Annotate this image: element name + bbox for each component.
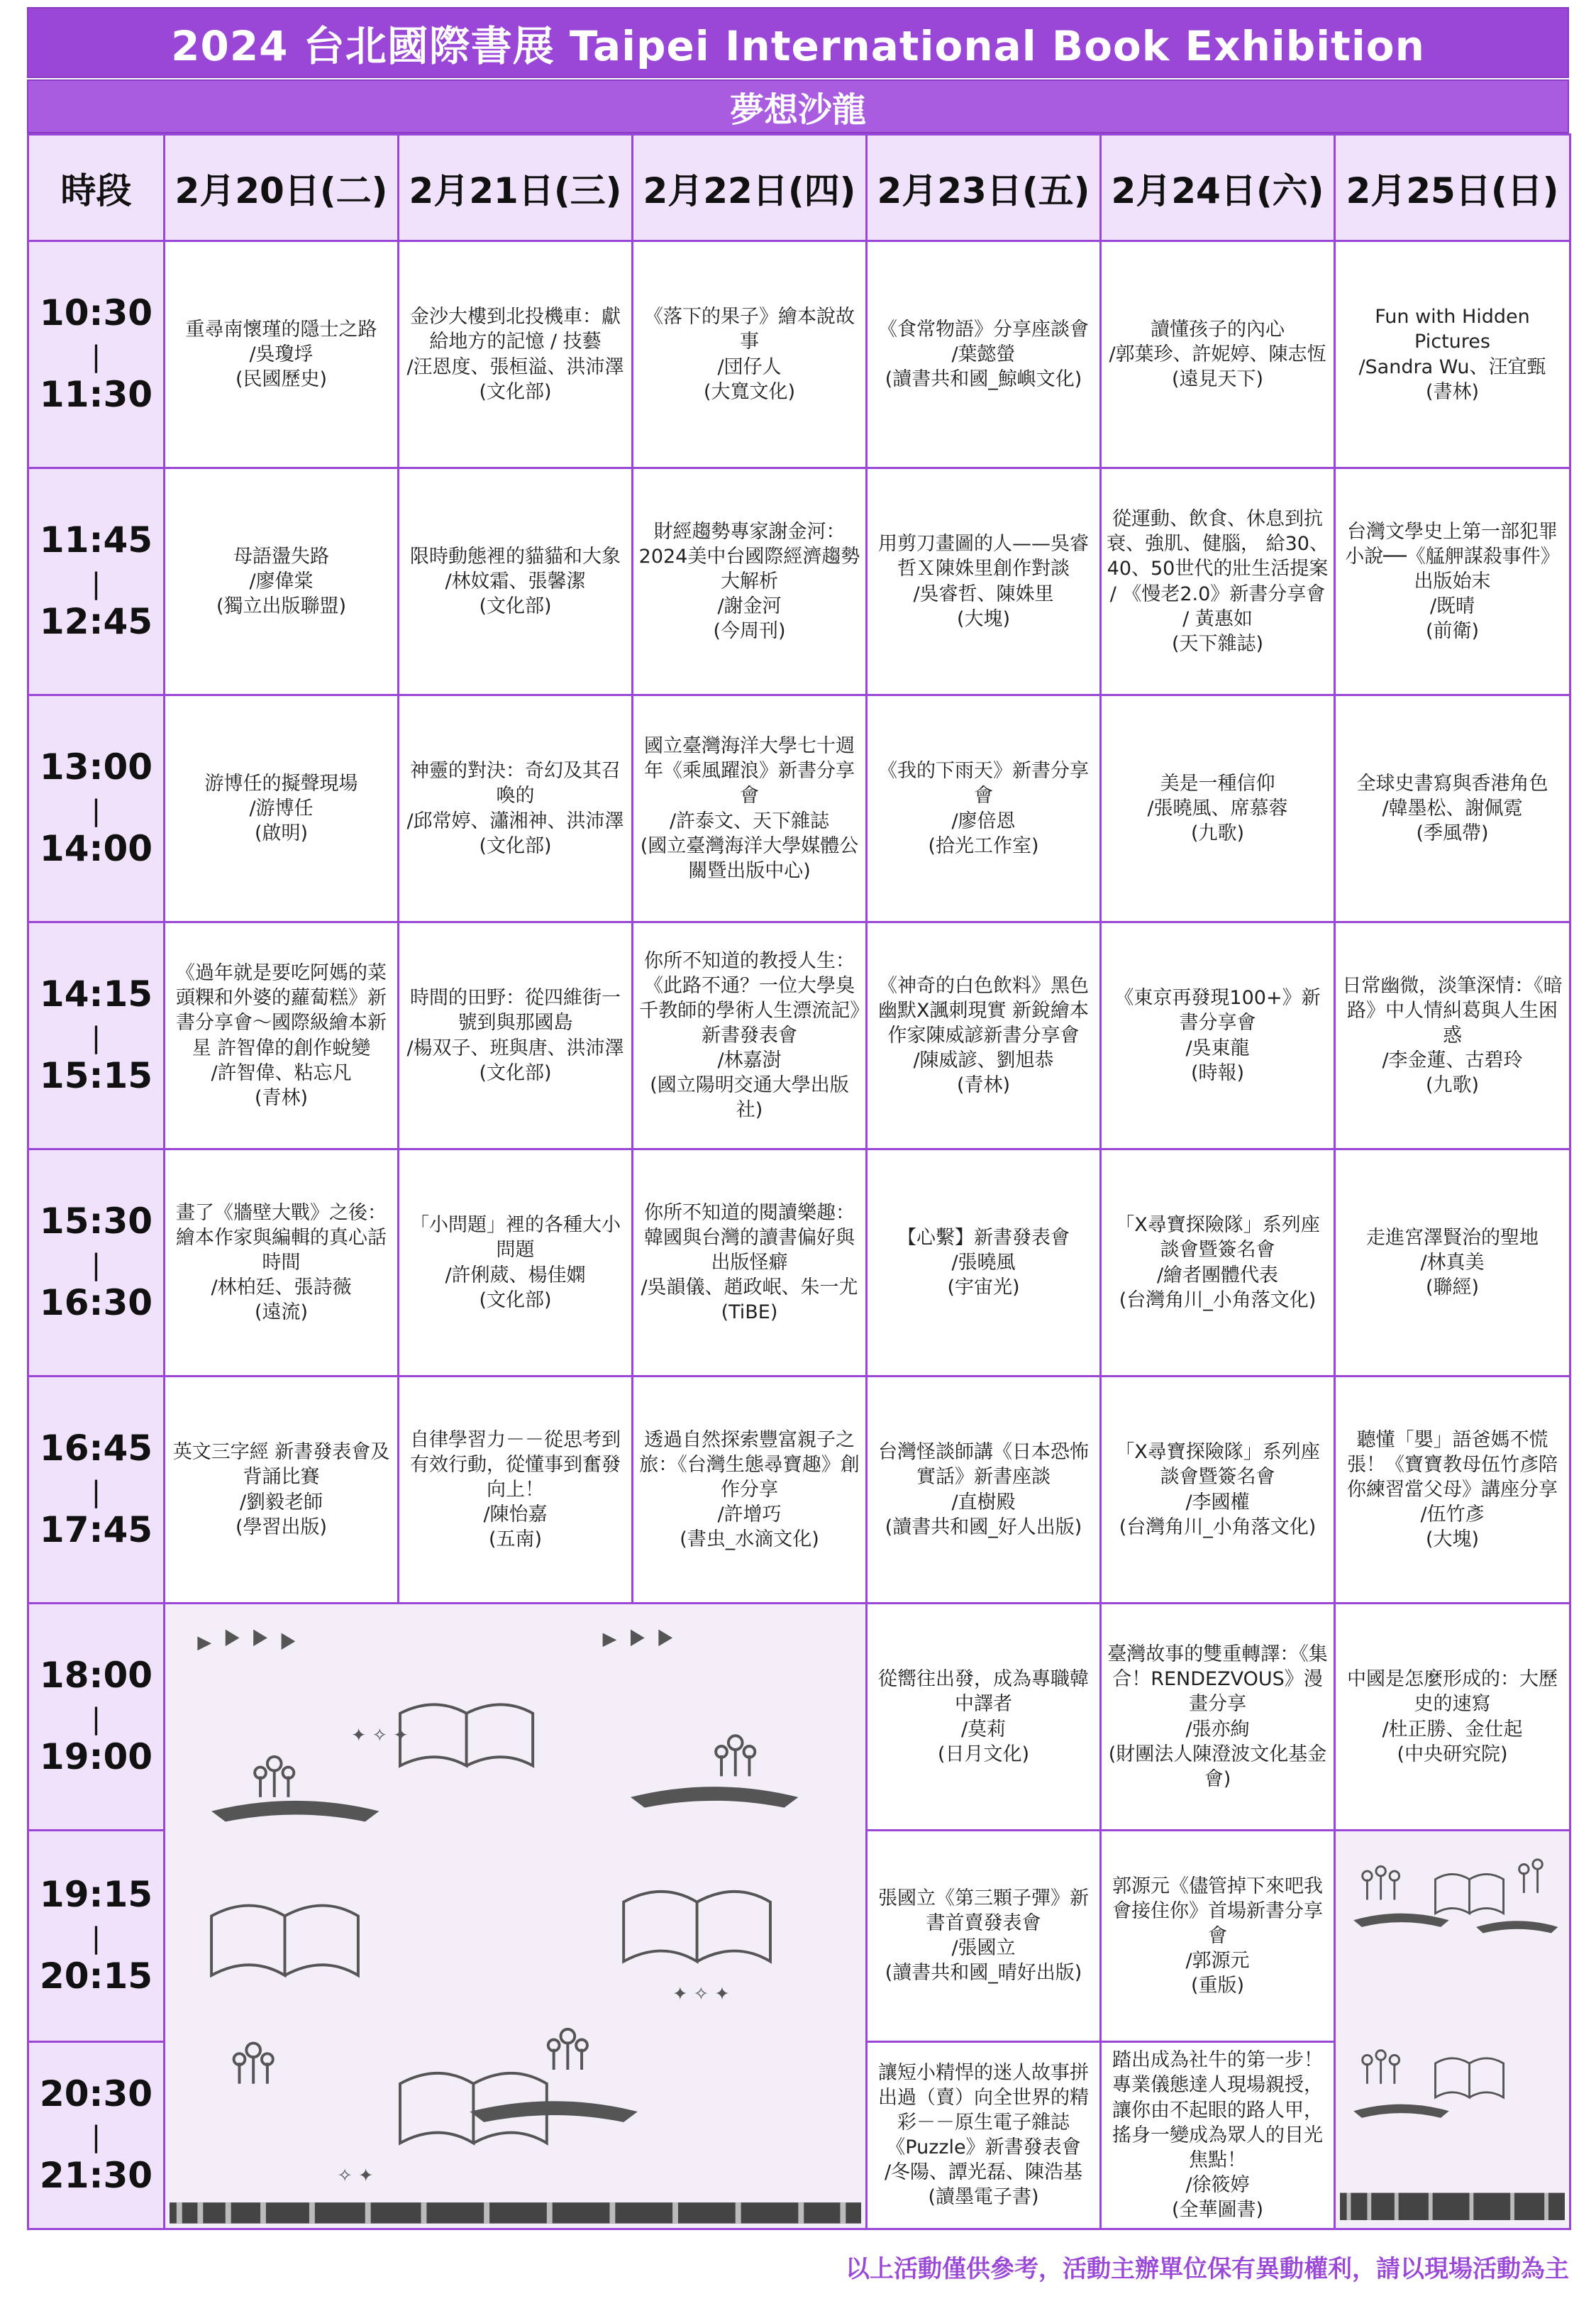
event-title: 「X尋寶探險隊」系列座談會暨簽名會 bbox=[1115, 1214, 1320, 1262]
event-title: 畫了《牆壁大戰》之後：繪本作家與編輯的真心話時間 bbox=[176, 1201, 387, 1274]
day-header: 2月22日(四) bbox=[633, 135, 867, 241]
time-slot bbox=[28, 1149, 165, 1377]
event-cell bbox=[1101, 1149, 1335, 1377]
event-speakers: /許泰文、天下雜誌 bbox=[669, 810, 830, 832]
event-title: 重尋南懷瑾的隱士之路 bbox=[185, 318, 377, 341]
event-cell bbox=[165, 468, 399, 695]
day-header: 2月20日(二) bbox=[165, 135, 399, 241]
event-title: 郭源元《儘管掉下來吧我會接住你》首場新書分享會 bbox=[1112, 1875, 1323, 1947]
event-speakers: /Sandra Wu、汪宜甄 bbox=[1358, 355, 1546, 378]
event-cell bbox=[867, 241, 1101, 468]
event-publisher: (九歌) bbox=[1425, 1074, 1480, 1097]
event-publisher: (財團法人陳澄波文化基金會) bbox=[1108, 1743, 1327, 1790]
event-cell bbox=[165, 1149, 399, 1377]
event-title: 游博任的擬聲現場 bbox=[204, 772, 358, 795]
event-cell bbox=[867, 695, 1101, 922]
time-separator: | bbox=[91, 1921, 101, 1955]
event-title: 《東京再發現100+》新書分享會 bbox=[1114, 987, 1321, 1035]
event-title: 讓短小精悍的迷人故事拼出過（賣）向全世界的精彩－－原生電子雜誌《Puzzle》新書發表會 bbox=[878, 2061, 1089, 2159]
event-publisher: (文化部) bbox=[479, 1289, 552, 1311]
event-title: 母語盪失路 bbox=[233, 545, 329, 568]
event-cell bbox=[399, 241, 633, 468]
event-title: 財經趨勢專家謝金河：2024美中台國際經濟趨勢大解析 bbox=[638, 520, 860, 592]
event-title: 時間的田野：從四維街一號到與那國島 bbox=[410, 987, 621, 1035]
time-header: 時段 bbox=[28, 135, 165, 241]
table-row bbox=[28, 1604, 1570, 1831]
book-decoration-panel bbox=[1335, 1831, 1570, 2229]
event-speakers: /張曉風、席慕蓉 bbox=[1147, 797, 1288, 820]
time-slot bbox=[28, 695, 165, 922]
event-publisher: (青林) bbox=[956, 1074, 1011, 1097]
event-cell bbox=[1101, 695, 1335, 922]
event-title: 臺灣故事的雙重轉譯：《集合！RENDEZVOUS》漫畫分享 bbox=[1107, 1643, 1328, 1716]
event-cell bbox=[867, 1149, 1101, 1377]
event-publisher: (文化部) bbox=[479, 834, 552, 857]
event-cell bbox=[867, 468, 1101, 695]
event-cell bbox=[399, 1149, 633, 1377]
event-cell bbox=[633, 695, 867, 922]
day-header: 2月23日(五) bbox=[867, 135, 1101, 241]
event-speakers: /団仔人 bbox=[717, 355, 782, 378]
table-row bbox=[28, 1377, 1570, 1604]
event-title: 《我的下雨天》新書分享會 bbox=[878, 760, 1089, 807]
event-speakers: /汪恩度、張桓溢、洪沛澤 bbox=[406, 355, 624, 378]
event-speakers: /許智偉、粘忘凡 bbox=[211, 1061, 352, 1084]
event-speakers: /徐筱婷 bbox=[1185, 2173, 1250, 2196]
event-publisher: (重版) bbox=[1190, 1974, 1245, 1997]
header-row bbox=[28, 135, 1570, 241]
time-separator: | bbox=[91, 1021, 101, 1054]
event-cell bbox=[633, 1149, 867, 1377]
event-publisher: (青林) bbox=[254, 1086, 309, 1109]
event-speakers: /莫莉 bbox=[960, 1718, 1007, 1740]
event-publisher: (讀書共和國_好人出版) bbox=[885, 1516, 1082, 1538]
event-publisher: (大塊) bbox=[956, 607, 1011, 630]
event-publisher: (時報) bbox=[1190, 1061, 1245, 1084]
event-title: 美是一種信仰 bbox=[1160, 772, 1275, 795]
event-cell bbox=[1101, 468, 1335, 695]
event-speakers: /郭葉珍、許妮婷、陳志恆 bbox=[1109, 343, 1326, 365]
event-speakers: /廖倍恩 bbox=[951, 810, 1016, 832]
event-title: 走進宮澤賢治的聖地 bbox=[1366, 1226, 1539, 1249]
event-speakers: /林嘉澍 bbox=[717, 1049, 782, 1072]
event-speakers: /韓墨松、謝佩霓 bbox=[1382, 797, 1523, 820]
event-speakers: /張曉風 bbox=[951, 1251, 1016, 1274]
event-title: 日常幽微，淡筆深情：《暗路》中人情糾葛與人生困惑 bbox=[1342, 974, 1563, 1047]
event-cell bbox=[1335, 1149, 1570, 1377]
svg-text:✦ ✧ ✦: ✦ ✧ ✦ bbox=[672, 1983, 730, 2005]
event-title: 自律學習力－－從思考到有效行動，從懂事到奮發向上！ bbox=[410, 1428, 621, 1501]
event-speakers: /楊双子、班與唐、洪沛澤 bbox=[406, 1037, 624, 1059]
event-speakers: / 黃惠如 bbox=[1182, 607, 1253, 630]
day-header: 2月25日(日) bbox=[1335, 135, 1570, 241]
event-speakers: /杜正勝、金仕起 bbox=[1382, 1718, 1523, 1740]
event-cell bbox=[165, 1377, 399, 1604]
event-speakers: /游博任 bbox=[249, 797, 314, 820]
time-slot bbox=[28, 1377, 165, 1604]
event-publisher: (書虫_水滴文化) bbox=[680, 1528, 819, 1551]
event-cell bbox=[1101, 1604, 1335, 1831]
event-speakers: /冬陽、譚光磊、陳浩基 bbox=[884, 2161, 1083, 2184]
time-separator: | bbox=[91, 2121, 101, 2154]
event-title: 踏出成為社牛的第一步！專業儀態達人現場親授，讓你由不起眼的路人甲，搖身一變成為眾人的目光焦點！ bbox=[1112, 2049, 1323, 2171]
event-publisher: (天下雜誌) bbox=[1171, 632, 1264, 655]
event-publisher: (今周刊) bbox=[713, 620, 786, 643]
time-end: 12:45 bbox=[39, 601, 153, 643]
event-publisher: (民國歷史) bbox=[235, 368, 328, 391]
event-title: 張國立《第三顆子彈》新書首賣發表會 bbox=[878, 1887, 1089, 1935]
event-speakers: /吳瓊垺 bbox=[249, 343, 314, 365]
venue-subtitle: 夢想沙龍 bbox=[27, 79, 1569, 133]
event-speakers: /張國立 bbox=[951, 1937, 1016, 1960]
time-start: 19:15 bbox=[39, 1874, 153, 1916]
event-speakers: /吳韻儀、趙政岷、朱一尤 bbox=[641, 1276, 858, 1299]
time-slot bbox=[28, 1831, 165, 2042]
svg-text:✧ ✦: ✧ ✦ bbox=[337, 2165, 374, 2187]
event-speakers: /林柏廷、張詩薇 bbox=[211, 1276, 352, 1299]
time-end: 14:00 bbox=[39, 828, 153, 870]
event-cell bbox=[867, 1604, 1101, 1831]
time-slot bbox=[28, 2041, 165, 2229]
time-separator: | bbox=[91, 1475, 101, 1508]
event-publisher: (國立臺灣海洋大學媒體公關暨出版中心) bbox=[640, 834, 859, 882]
event-speakers: /李國權 bbox=[1185, 1491, 1250, 1513]
event-cell bbox=[867, 2041, 1101, 2229]
event-title: 神靈的對決：奇幻及其召喚的 bbox=[410, 760, 621, 807]
event-speakers: /林真美 bbox=[1420, 1251, 1485, 1274]
event-speakers: /直樹殿 bbox=[951, 1491, 1016, 1513]
event-speakers: /邱常婷、瀟湘神、洪沛澤 bbox=[406, 810, 624, 832]
time-separator: | bbox=[91, 567, 101, 600]
event-speakers: /既晴 bbox=[1429, 595, 1475, 618]
event-speakers: /吳東龍 bbox=[1185, 1037, 1250, 1059]
time-slot bbox=[28, 468, 165, 695]
event-title: 透過自然探索豐富親子之旅：《台灣生態尋寶趣》創作分享 bbox=[639, 1428, 860, 1501]
event-speakers: /陳威諺、劉旭恭 bbox=[913, 1049, 1054, 1072]
event-publisher: (九歌) bbox=[1190, 822, 1245, 845]
event-speakers: /郭源元 bbox=[1185, 1949, 1250, 1972]
event-publisher: (國立陽明交通大學出版社) bbox=[650, 1074, 849, 1122]
event-title: 你所不知道的教授人生：《此路不通？一位大學臭千教師的學術人生漂流記》新書發表會 bbox=[639, 949, 860, 1047]
event-cell bbox=[1335, 922, 1570, 1149]
event-title: 全球史書寫與香港角色 bbox=[1356, 772, 1548, 795]
event-cell bbox=[1101, 1831, 1335, 2042]
event-title: 從運動、飲食、休息到抗衰、強肌、健腦， 給30、40、50世代的壯生活提案 / 《慢老2.0》新書分享會 bbox=[1107, 508, 1329, 605]
disclaimer-footer: 以上活動僅供參考，活動主辦單位保有異動權利，請以現場活動為主 bbox=[846, 2255, 1569, 2283]
event-speakers: /張亦絢 bbox=[1185, 1718, 1250, 1740]
event-speakers: /劉毅老師 bbox=[239, 1491, 323, 1513]
event-speakers: /葉懿螢 bbox=[951, 343, 1016, 365]
event-cell bbox=[165, 695, 399, 922]
event-speakers: /謝金河 bbox=[717, 595, 782, 618]
time-end: 21:30 bbox=[39, 2154, 153, 2196]
time-start: 11:45 bbox=[39, 519, 153, 561]
open-book-illustration-icon bbox=[170, 1609, 861, 2224]
event-cell bbox=[1335, 695, 1570, 922]
event-publisher: (大寬文化) bbox=[703, 380, 796, 403]
event-cell bbox=[1335, 1377, 1570, 1604]
event-title: 《神奇的白色飲料》黑色幽默X諷刺現實 新銳繪本作家陳威諺新書分享會 bbox=[877, 974, 1090, 1047]
event-cell bbox=[399, 922, 633, 1149]
table-row bbox=[28, 468, 1570, 695]
table-row bbox=[28, 241, 1570, 468]
time-slot bbox=[28, 1604, 165, 1831]
event-title: 《食常物語》分享座談會 bbox=[878, 318, 1089, 341]
event-cell bbox=[1335, 468, 1570, 695]
event-speakers: /陳怡嘉 bbox=[483, 1504, 548, 1526]
event-publisher: (獨立出版聯盟) bbox=[216, 595, 347, 618]
event-title: 讀懂孩子的內心 bbox=[1151, 318, 1285, 341]
event-publisher: (台灣角川_小角落文化) bbox=[1119, 1516, 1317, 1538]
event-publisher: (讀書共和國_鯨嶼文化) bbox=[885, 368, 1082, 391]
event-publisher: (宇宙光) bbox=[947, 1276, 1020, 1299]
event-title: 中國是怎麼形成的：大歷史的速寫 bbox=[1347, 1668, 1558, 1716]
event-cell bbox=[1101, 2041, 1335, 2229]
page-title: 2024 台北國際書展 Taipei International Book Exhibition bbox=[27, 7, 1569, 78]
event-publisher: (季風帶) bbox=[1416, 822, 1489, 845]
schedule-table bbox=[27, 133, 1571, 2230]
event-publisher: (拾光工作室) bbox=[928, 834, 1039, 857]
event-speakers: /許增巧 bbox=[717, 1504, 782, 1526]
event-cell bbox=[633, 1377, 867, 1604]
time-start: 18:00 bbox=[39, 1655, 153, 1697]
event-title: 「小問題」裡的各種大小問題 bbox=[410, 1214, 621, 1262]
event-title: 台灣文學史上第一部犯罪小說──《艋舺謀殺事件》出版始末 bbox=[1345, 520, 1560, 592]
time-start: 20:30 bbox=[39, 2073, 153, 2114]
book-decoration-panel bbox=[165, 1604, 867, 2229]
table-row bbox=[28, 695, 1570, 922]
event-cell bbox=[867, 1377, 1101, 1604]
table-row bbox=[28, 922, 1570, 1149]
event-publisher: (前衛) bbox=[1425, 620, 1480, 643]
time-start: 15:30 bbox=[39, 1201, 153, 1242]
event-speakers: /繪者團體代表 bbox=[1156, 1264, 1279, 1286]
event-title: 英文三字經 新書發表會及背誦比賽 bbox=[172, 1441, 390, 1489]
time-start: 16:45 bbox=[39, 1428, 153, 1469]
event-title: 「X尋寶探險隊」系列座談會暨簽名會 bbox=[1115, 1441, 1320, 1489]
event-publisher: (學習出版) bbox=[235, 1516, 328, 1538]
event-title: 限時動態裡的貓貓和大象 bbox=[410, 545, 621, 568]
event-publisher: (聯經) bbox=[1425, 1276, 1480, 1299]
event-publisher: (文化部) bbox=[479, 595, 552, 618]
time-separator: | bbox=[91, 340, 101, 373]
event-speakers: /許俐葳、楊佳嫻 bbox=[445, 1264, 586, 1286]
time-end: 16:30 bbox=[39, 1282, 153, 1324]
time-end: 19:00 bbox=[39, 1736, 153, 1778]
flower-book-illustration-icon bbox=[1340, 1838, 1565, 2220]
event-cell bbox=[1101, 1377, 1335, 1604]
time-start: 10:30 bbox=[39, 292, 153, 334]
event-publisher: (讀書共和國_晴好出版) bbox=[885, 1962, 1082, 1985]
day-header: 2月21日(三) bbox=[399, 135, 633, 241]
event-publisher: (日月文化) bbox=[937, 1743, 1030, 1765]
event-title: 用剪刀畫圖的人——吳睿哲Ｘ陳姝里創作對談 bbox=[878, 533, 1089, 580]
event-publisher: (TiBE) bbox=[721, 1301, 778, 1324]
event-title: 你所不知道的閱讀樂趣：韓國與台灣的讀書偏好與出版怪癖 bbox=[644, 1201, 855, 1274]
day-header: 2月24日(六) bbox=[1101, 135, 1335, 241]
time-start: 14:15 bbox=[39, 973, 153, 1015]
time-end: 17:45 bbox=[39, 1509, 153, 1551]
time-separator: | bbox=[91, 1248, 101, 1281]
event-cell bbox=[633, 468, 867, 695]
event-publisher: (大塊) bbox=[1425, 1528, 1480, 1551]
event-publisher: (遠見天下) bbox=[1171, 368, 1264, 391]
event-speakers: /伍竹彥 bbox=[1420, 1504, 1485, 1526]
event-cell bbox=[399, 468, 633, 695]
event-publisher: (全華圖書) bbox=[1171, 2198, 1264, 2221]
event-publisher: (遠流) bbox=[254, 1301, 309, 1324]
event-cell bbox=[867, 922, 1101, 1149]
event-publisher: (五南) bbox=[488, 1528, 543, 1551]
event-title: 《落下的果子》繪本說故事 bbox=[644, 306, 855, 353]
time-separator: | bbox=[91, 794, 101, 827]
time-separator: | bbox=[91, 1702, 101, 1736]
event-speakers: /吳睿哲、陳姝里 bbox=[913, 583, 1054, 605]
event-publisher: (中央研究院) bbox=[1397, 1743, 1508, 1765]
time-end: 15:15 bbox=[39, 1055, 153, 1097]
event-publisher: (文化部) bbox=[479, 380, 552, 403]
time-slot bbox=[28, 922, 165, 1149]
event-publisher: (台灣角川_小角落文化) bbox=[1119, 1289, 1317, 1311]
event-title: 金沙大樓到北投機車：獻給地方的記憶 / 技藝 bbox=[410, 306, 621, 353]
event-publisher: (書林) bbox=[1425, 380, 1480, 403]
event-speakers: /廖偉棠 bbox=[249, 570, 314, 592]
event-speakers: /李金蓮、古碧玲 bbox=[1382, 1049, 1523, 1072]
event-speakers: /林妏霜、張馨潔 bbox=[445, 570, 586, 592]
event-cell bbox=[1335, 241, 1570, 468]
event-cell bbox=[1335, 1604, 1570, 1831]
event-cell bbox=[399, 695, 633, 922]
event-title: 從嚮往出發，成為專職韓中譯者 bbox=[878, 1668, 1089, 1716]
event-cell bbox=[1101, 922, 1335, 1149]
time-start: 13:00 bbox=[39, 746, 153, 788]
event-publisher: (啟明) bbox=[254, 822, 309, 845]
event-cell bbox=[165, 241, 399, 468]
event-cell bbox=[165, 922, 399, 1149]
event-cell bbox=[1101, 241, 1335, 468]
event-cell bbox=[633, 241, 867, 468]
event-title: Fun with Hidden Pictures bbox=[1375, 306, 1530, 353]
event-cell bbox=[867, 1831, 1101, 2042]
svg-text:✦ ✧ ✦: ✦ ✧ ✦ bbox=[351, 1725, 409, 1747]
event-cell bbox=[633, 922, 867, 1149]
event-title: 台灣怪談師講《日本恐怖實話》新書座談 bbox=[878, 1441, 1089, 1489]
event-title: 【心繫】新書發表會 bbox=[897, 1226, 1070, 1249]
event-title: 聽懂「嬰」語爸媽不慌張！《寶寶教母伍竹彥陪你練習當父母》講座分享 bbox=[1347, 1428, 1558, 1501]
event-publisher: (讀墨電子書) bbox=[928, 2186, 1039, 2209]
event-title: 國立臺灣海洋大學七十週年《乘風躍浪》新書分享會 bbox=[644, 735, 855, 807]
time-end: 11:30 bbox=[39, 374, 153, 416]
time-slot bbox=[28, 241, 165, 468]
event-cell bbox=[399, 1377, 633, 1604]
table-row bbox=[28, 1149, 1570, 1377]
time-end: 20:15 bbox=[39, 1955, 153, 1997]
event-title: 《過年就是要吃阿媽的菜頭粿和外婆的蘿蔔糕》新書分享會～國際級繪本新星 許智偉的創作蛻變 bbox=[176, 962, 387, 1059]
event-publisher: (文化部) bbox=[479, 1061, 552, 1084]
